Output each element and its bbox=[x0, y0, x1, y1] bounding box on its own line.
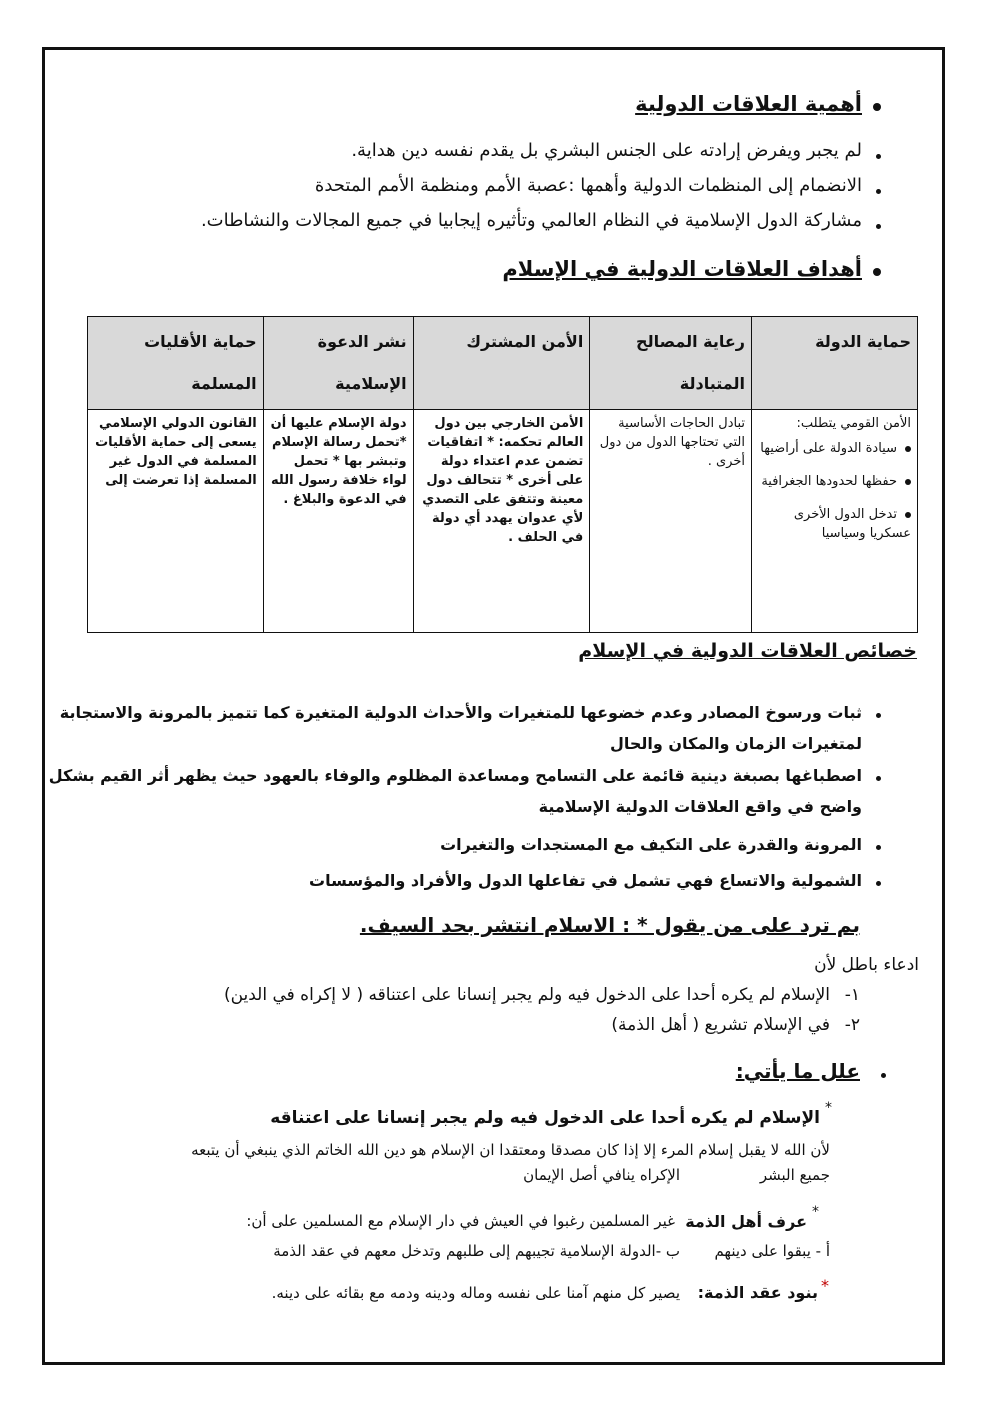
section3-item-cont: واضح في واقع العلاقات الدولية الإسلامية bbox=[538, 797, 862, 816]
table-header: رعاية المصالح المتبادلة bbox=[590, 317, 752, 410]
section3-item: المرونة والقدرة على التكيف مع المستجدات والتغيرات bbox=[440, 835, 862, 854]
bullet-icon bbox=[876, 845, 881, 850]
section4-item: في الإسلام تشريع ( أهل الذمة) bbox=[611, 1015, 830, 1035]
definition-text: غير المسلمين رغبوا في العيش في دار الإسلام مع المسلمين على أن: bbox=[246, 1212, 675, 1230]
answer-line: الإكراه ينافي أصل الإيمان bbox=[523, 1166, 680, 1184]
bullet-icon bbox=[876, 881, 881, 886]
section4-item-number: ٢- bbox=[844, 1015, 860, 1035]
list-item bbox=[758, 505, 911, 543]
condition: ب -الدولة الإسلامية تجيبهم إلى طلبهم وتدخل معهم في عقد الذمة bbox=[273, 1242, 680, 1260]
star-icon: * bbox=[821, 1276, 829, 1295]
list-item bbox=[758, 439, 911, 458]
table-header: حماية الدولة bbox=[752, 317, 918, 410]
cell-intro: الأمن القومي يتطلب: bbox=[796, 416, 911, 431]
section3-item: الشمولية والاتساع فهي تشمل في تفاعلها الدول والأفراد والمؤسسات bbox=[309, 871, 862, 890]
section3-title: خصائص العلاقات الدولية في الإسلام bbox=[578, 640, 917, 662]
section4-title: بم ترد على من يقول * : الاسلام انتشر بحد السيف. bbox=[359, 913, 860, 937]
section2-title: أهداف العلاقات الدولية في الإسلام bbox=[502, 257, 862, 281]
section4-item: الإسلام لم يكره أحدا على الدخول فيه ولم يجبر إنسانا على اعتناقه ( لا إكراه في الدين) bbox=[223, 985, 830, 1005]
table-cell bbox=[752, 410, 918, 633]
list-item-text: حفظها لحدودها الجغرافية bbox=[761, 474, 897, 489]
bullet-icon bbox=[876, 224, 881, 229]
question: الإسلام لم يكره أحدا على الدخول فيه ولم يجبر إنسانا على اعتناقه bbox=[270, 1108, 820, 1128]
table-cell: القانون الدولي الإسلامي يسعى إلى حماية الأقليات المسلمة في الدول غير المسلمة إذا تعرضت إلى bbox=[88, 410, 264, 633]
section1-item: لم يجبر ويفرض إرادته على الجنس البشري بل يقدم نفسه دين هداية. bbox=[351, 140, 862, 161]
table-header: نشر الدعوة الإسلامية bbox=[263, 317, 413, 410]
section1-item: الانضمام إلى المنظمات الدولية وأهمها :عصبة الأمم ومنظمة الأمم المتحدة bbox=[314, 175, 862, 196]
goals-table bbox=[87, 316, 918, 633]
table-cell: الأمن الخارجي بين دول العالم تحكمه: * اتفاقيات تضمن عدم اعتداء دولة على أخرى * تتحالف دول معينة وتتفق على التصدي لأي عدوان يهدد أي دولة في الحلف . bbox=[413, 410, 590, 633]
section3-item-cont: لمتغيرات الزمان والمكان والحال bbox=[609, 734, 862, 753]
list-item-text: تدخل الدول الأخرى عسكريا وسياسيا bbox=[793, 507, 911, 541]
bullet-icon bbox=[876, 154, 881, 159]
bullet-icon bbox=[905, 512, 911, 518]
table-cell: تبادل الحاجات الأساسية التي تحتاجها الدول من دول أخرى . bbox=[590, 410, 752, 633]
bullet-icon bbox=[905, 479, 911, 485]
bullet-icon bbox=[876, 713, 881, 718]
section4-intro: ادعاء باطل لأن bbox=[814, 955, 919, 975]
bullet-icon bbox=[873, 268, 881, 276]
section5-title: علل ما يأتي: bbox=[735, 1059, 860, 1083]
table-cell: دولة الإسلام عليها أن *تحمل رسالة الإسلام وتبشر بها * تحمل لواء خلافة رسول الله في الدعوة والبلاغ . bbox=[263, 410, 413, 633]
section1-item: مشاركة الدول الإسلامية في النظام العالمي وتأثيره إيجابيا في جميع المجالات والنشاطات. bbox=[200, 210, 862, 231]
star-icon: * bbox=[825, 1100, 832, 1116]
bullet-icon bbox=[873, 103, 881, 111]
bullet-icon bbox=[876, 776, 881, 781]
condition: أ - يبقوا على دينهم bbox=[714, 1242, 830, 1260]
cell-list bbox=[758, 439, 911, 543]
bullet-icon bbox=[881, 1073, 886, 1078]
bullet-icon bbox=[876, 189, 881, 194]
terms-label: بنود عقد الذمة: bbox=[697, 1283, 818, 1302]
list-item bbox=[758, 472, 911, 491]
section3-item: اصطباغها بصبغة دينية قائمة على التسامح ومساعدة المظلوم والوفاء بالعهود حيث يظهر أثر القيم بشكل bbox=[48, 766, 862, 785]
section4-item-number: ١- bbox=[844, 985, 860, 1005]
terms-text: يصير كل منهم آمنا على نفسه وماله ودينه ودمه مع بقائه على دينه. bbox=[271, 1284, 680, 1302]
answer-line: جميع البشر bbox=[759, 1166, 830, 1184]
list-item-text: سيادة الدولة على أراضيها bbox=[760, 441, 897, 456]
answer-line: لأن الله لا يقبل إسلام المرء إلا إذا كان مصدقا ومعتقدا ان الإسلام هو دين الله الخاتم الذي ينبغي أن يتبعه bbox=[191, 1141, 830, 1159]
table-header: الأمن المشترك bbox=[413, 317, 590, 410]
definition-label: عرف أهل الذمة bbox=[685, 1212, 807, 1231]
bullet-icon bbox=[905, 446, 911, 452]
section3-item: ثبات ورسوخ المصادر وعدم خضوعها للمتغيرات والأحداث الدولية المتغيرة كما تتميز بالمرونة والاستجابة bbox=[59, 703, 862, 722]
section1-title: أهمية العلاقات الدولية bbox=[635, 92, 862, 116]
table-header: حماية الأقليات المسلمة bbox=[88, 317, 264, 410]
star-icon: * bbox=[812, 1204, 819, 1220]
